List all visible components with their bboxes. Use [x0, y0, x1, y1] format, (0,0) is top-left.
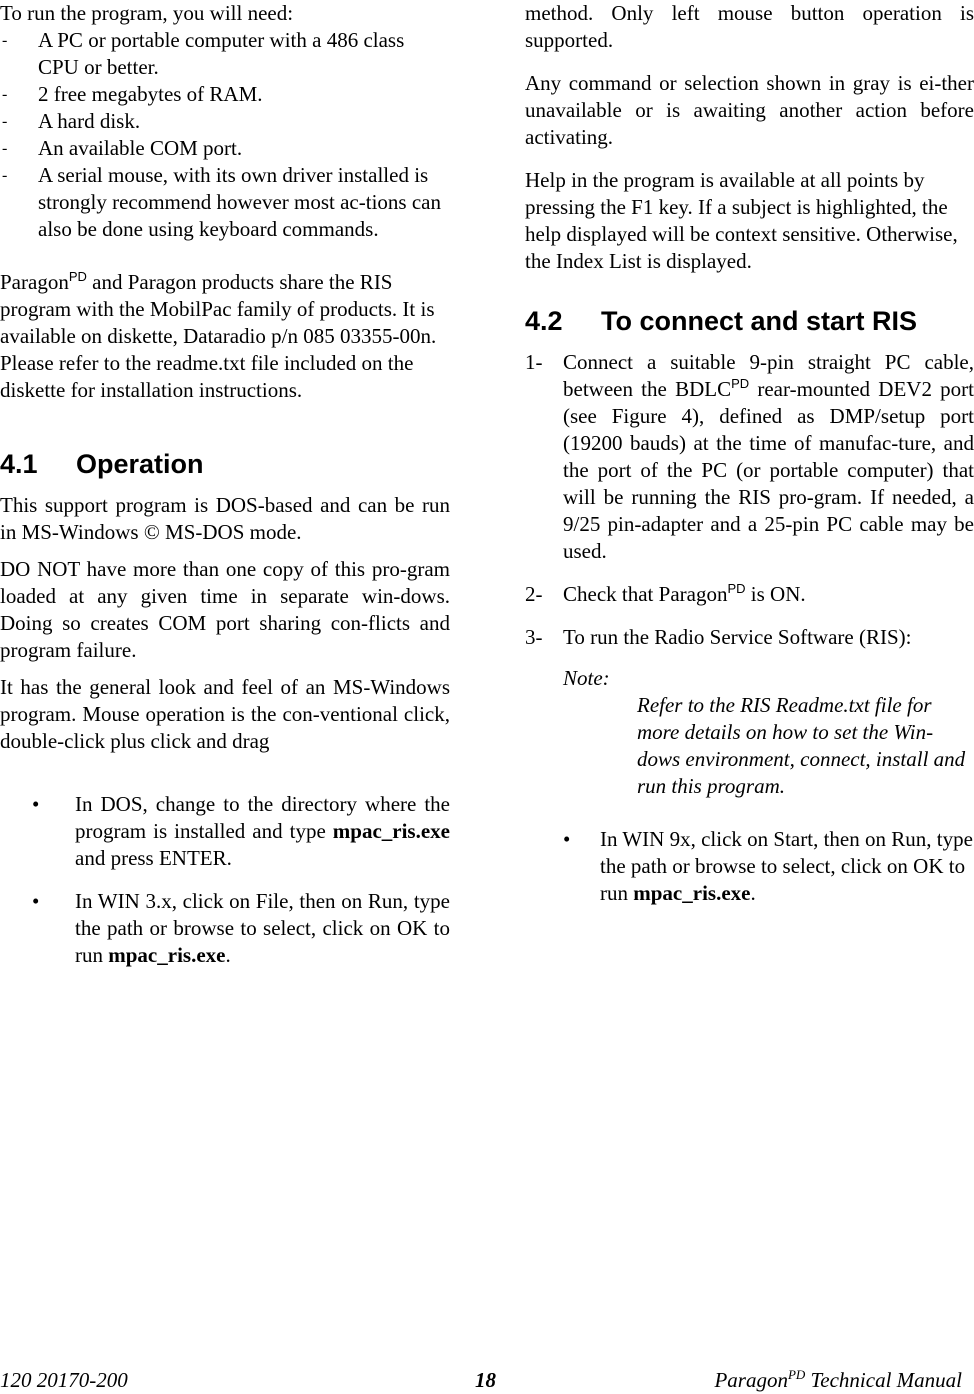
requirements-list: [0, 27, 450, 243]
share-paragraph: [0, 269, 450, 404]
exe-name: mpac_ris.exe: [633, 881, 751, 905]
section-number: 4.1: [0, 449, 38, 479]
step-number: 1-: [525, 350, 543, 374]
bullet-text-end: and press ENTER.: [75, 846, 232, 870]
step-3: [525, 624, 974, 651]
section-number: 4.2: [525, 306, 563, 336]
list-item: [0, 27, 450, 81]
step-text: Connect a suitable 9-pin straight PC cable, between the BDLC: [563, 350, 974, 401]
manual-title: [714, 1367, 962, 1394]
bullet-icon: •: [563, 827, 571, 851]
list-item: [0, 135, 450, 162]
bullet-icon: •: [32, 792, 40, 816]
section-heading-4-2: [525, 305, 974, 337]
dash-marker: -: [2, 167, 8, 184]
pd-superscript: PD: [731, 376, 750, 391]
help-paragraph: Help in the program is available at all points by pressing the F1 key. If a subject is highlighted, the help displayed will be context sensitive. Otherwise, the Index List is displayed.: [525, 168, 958, 273]
pd-superscript: PD: [68, 269, 87, 284]
operation-paragraph-3: It has the general look and feel of an MS-Windows program. Mouse operation is the con-ventional click, double-click plus click and drag: [0, 675, 450, 753]
bullet-text: In WIN 9x, click on Start, then on Run, type the path or browse to select, click on OK to run: [600, 827, 973, 905]
bullet-win9: [525, 826, 974, 907]
bullet-dos: [0, 791, 450, 872]
list-item-text: 2 free megabytes of RAM.: [38, 82, 263, 106]
step-number: 2-: [525, 582, 543, 606]
section-title: To connect and start RIS: [601, 306, 918, 336]
list-item-text: A hard disk.: [38, 109, 141, 133]
bullet-icon: •: [32, 889, 40, 913]
share-text: and Paragon products share the RIS program with the MobilPac family of products. It is available on diskette, Dataradio p/n 085 03355-00n. Please refer to the readme.txt file included on the diskette for installation instructions.: [0, 270, 437, 402]
list-item: [0, 81, 450, 108]
operation-paragraph-2: DO NOT have more than one copy of this pro-gram loaded at any given time in separate win-dows. Doing so creates COM port sharing con-flicts and program failure.: [0, 557, 450, 662]
list-item: [0, 108, 450, 135]
note-label: Note:: [563, 666, 610, 690]
dash-marker: -: [2, 32, 8, 49]
step-number: 3-: [525, 625, 543, 649]
pd-superscript: PD: [727, 581, 746, 596]
note-body: Refer to the RIS Readme.txt file for more details on how to set the Win-dows environment, connect, install and run this program.: [637, 693, 966, 798]
dash-marker: -: [2, 113, 8, 130]
list-item: [0, 162, 450, 243]
dash-marker: -: [2, 140, 8, 157]
page-number: 18: [475, 1368, 496, 1392]
bullet-text-end: .: [225, 943, 231, 967]
requirements-intro: To run the program, you will need:: [0, 1, 294, 25]
step-text-cont: is ON.: [745, 582, 806, 606]
section-heading-4-1: [0, 448, 450, 480]
step-text-cont: rear-mounted DEV2 port (see Figure 4), defined as DMP/setup port (19200 bauds) at the time of manufac-ture, and the port of the PC (or portable computer) that will be running the RIS pro-gram. If needed, a 9/25 pin-adapter and a 25-pin PC cable may be used.: [563, 377, 974, 563]
step-text: Check that Paragon: [563, 582, 728, 606]
bullet-text: In WIN 3.x, click on File, then on Run, type the path or browse to select, click on OK to run: [75, 889, 450, 967]
manual-suffix: Technical Manual: [805, 1368, 962, 1392]
step-2: [525, 581, 974, 608]
list-item-text: An available COM port.: [38, 136, 243, 160]
page-footer: [0, 1367, 974, 1394]
bullet-text: In DOS, change to the directory where the program is installed and type: [75, 792, 450, 843]
step-1: [525, 349, 974, 565]
bullet-text-end: .: [750, 881, 756, 905]
section-title: Operation: [76, 449, 204, 479]
list-item-text: A serial mouse, with its own driver installed is strongly recommend however most ac-tions can also be done using keyboard commands.: [38, 163, 441, 241]
manual-word: Paragon: [714, 1368, 788, 1392]
dash-marker: -: [2, 86, 8, 103]
paragon-word: Paragon: [0, 270, 69, 294]
bullet-win3: [0, 888, 450, 969]
list-item-text: A PC or portable computer with a 486 class CPU or better.: [38, 28, 405, 79]
left-column: [0, 0, 450, 969]
operation-paragraph-1: This support program is DOS-based and can be run in MS-Windows © MS-DOS mode.: [0, 493, 450, 544]
method-paragraph: method. Only left mouse button operation is supported.: [525, 1, 974, 52]
right-column: [525, 0, 974, 907]
gray-paragraph: Any command or selection shown in gray is ei-ther unavailable or is awaiting another action before activating.: [525, 71, 974, 149]
step-text: To run the Radio Service Software (RIS):: [563, 625, 912, 649]
exe-name: mpac_ris.exe: [332, 819, 450, 843]
document-number: 120 20170-200: [0, 1368, 128, 1392]
pd-superscript: PD: [787, 1367, 806, 1382]
exe-name: mpac_ris.exe: [108, 943, 226, 967]
